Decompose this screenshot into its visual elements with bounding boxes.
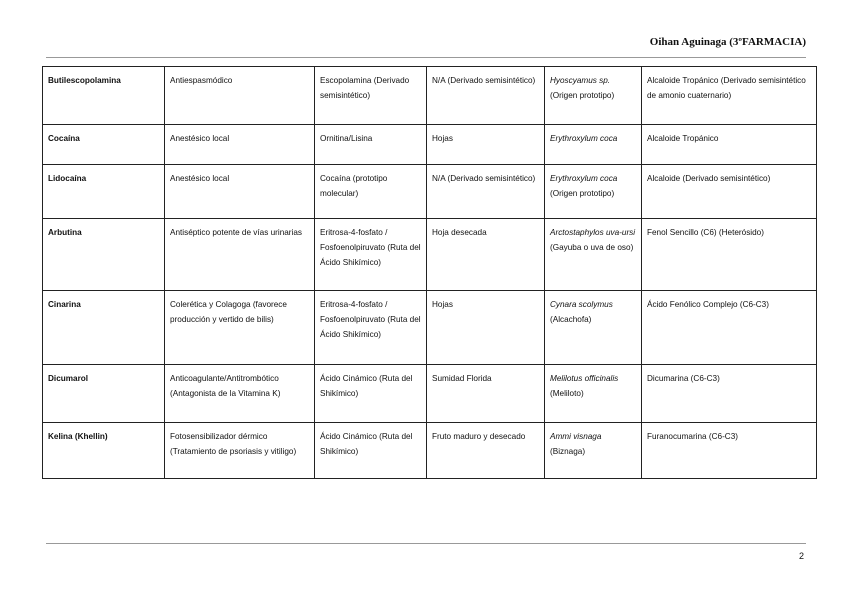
drug-precursor: Escopolamina (Derivado semisintético) <box>315 67 427 125</box>
table-row <box>43 125 817 165</box>
drug-source <box>545 423 642 479</box>
source-species: Ammi visnaga <box>550 432 602 441</box>
drug-part: N/A (Derivado semisintético) <box>427 67 545 125</box>
source-note: (Biznaga) <box>550 447 586 456</box>
drug-part: Fruto maduro y desecado <box>427 423 545 479</box>
source-species: Melilotus officinalis <box>550 374 619 383</box>
header-rule <box>46 57 806 58</box>
table-row <box>43 291 817 365</box>
drug-source <box>545 219 642 291</box>
drug-class: Alcaloide Tropánico (Derivado semisintético de amonio cuaternario) <box>642 67 817 125</box>
source-note: (Origen prototipo) <box>550 91 615 100</box>
source-note: (Alcachofa) <box>550 315 592 324</box>
source-note: (Gayuba o uva de oso) <box>550 243 634 252</box>
drug-name: Arbutina <box>43 219 165 291</box>
drug-name: Lidocaína <box>43 165 165 219</box>
drug-part: Hojas <box>427 125 545 165</box>
drug-action: Antiespasmódico <box>165 67 315 125</box>
table-row <box>43 365 817 423</box>
footer-rule <box>46 543 806 544</box>
drug-source <box>545 165 642 219</box>
drug-part: N/A (Derivado semisintético) <box>427 165 545 219</box>
table-row <box>43 67 817 125</box>
drug-class: Alcaloide (Derivado semisintético) <box>642 165 817 219</box>
drug-name: Kelina (Khellin) <box>43 423 165 479</box>
drug-action: Anestésico local <box>165 125 315 165</box>
drug-class: Ácido Fenólico Complejo (C6-C3) <box>642 291 817 365</box>
source-species: Hyoscyamus sp. <box>550 76 611 85</box>
table-row <box>43 423 817 479</box>
drug-source <box>545 291 642 365</box>
drug-part: Hojas <box>427 291 545 365</box>
drug-action: Colerética y Colagoga (favorece producción y vertido de bilis) <box>165 291 315 365</box>
drug-action: Antiséptico potente de vías urinarias <box>165 219 315 291</box>
drug-name: Butilescopolamina <box>43 67 165 125</box>
page-number: 2 <box>798 551 804 561</box>
drug-source <box>545 365 642 423</box>
source-species: Cynara scolymus <box>550 300 613 309</box>
drug-class: Fenol Sencillo (C6) (Heterósido) <box>642 219 817 291</box>
drug-action: Fotosensibilizador dérmico (Tratamiento de psoriasis y vitiligo) <box>165 423 315 479</box>
drug-part: Hoja desecada <box>427 219 545 291</box>
drug-table <box>42 66 817 479</box>
drug-precursor: Eritrosa-4-fosfato / Fosfoenolpiruvato (Ruta del Ácido Shikímico) <box>315 219 427 291</box>
drug-precursor: Ácido Cinámico (Ruta del Shikímico) <box>315 423 427 479</box>
drug-precursor: Ornitina/Lisina <box>315 125 427 165</box>
drug-class: Alcaloide Tropánico <box>642 125 817 165</box>
drug-name: Dicumarol <box>43 365 165 423</box>
drug-action: Anestésico local <box>165 165 315 219</box>
drug-part: Sumidad Florida <box>427 365 545 423</box>
drug-action: Anticoagulante/Antitrombótico (Antagonista de la Vitamina K) <box>165 365 315 423</box>
source-species: Arctostaphylos uva-ursi <box>550 228 636 237</box>
source-species: Erythroxylum coca <box>550 134 618 143</box>
drug-precursor: Eritrosa-4-fosfato / Fosfoenolpiruvato (Ruta del Ácido Shikímico) <box>315 291 427 365</box>
drug-name: Cinarina <box>43 291 165 365</box>
table-row <box>43 165 817 219</box>
source-species: Erythroxylum coca <box>550 174 618 183</box>
source-note: (Meliloto) <box>550 389 584 398</box>
drug-class: Furanocumarina (C6-C3) <box>642 423 817 479</box>
drug-source <box>545 125 642 165</box>
drug-name: Cocaína <box>43 125 165 165</box>
header-author: Oihan Aguinaga (3ºFARMACIA) <box>649 36 806 48</box>
drug-precursor: Cocaína (prototipo molecular) <box>315 165 427 219</box>
drug-class: Dicumarina (C6-C3) <box>642 365 817 423</box>
source-note: (Origen prototipo) <box>550 189 615 198</box>
drug-precursor: Ácido Cinámico (Ruta del Shikímico) <box>315 365 427 423</box>
table-row <box>43 219 817 291</box>
drug-source <box>545 67 642 125</box>
